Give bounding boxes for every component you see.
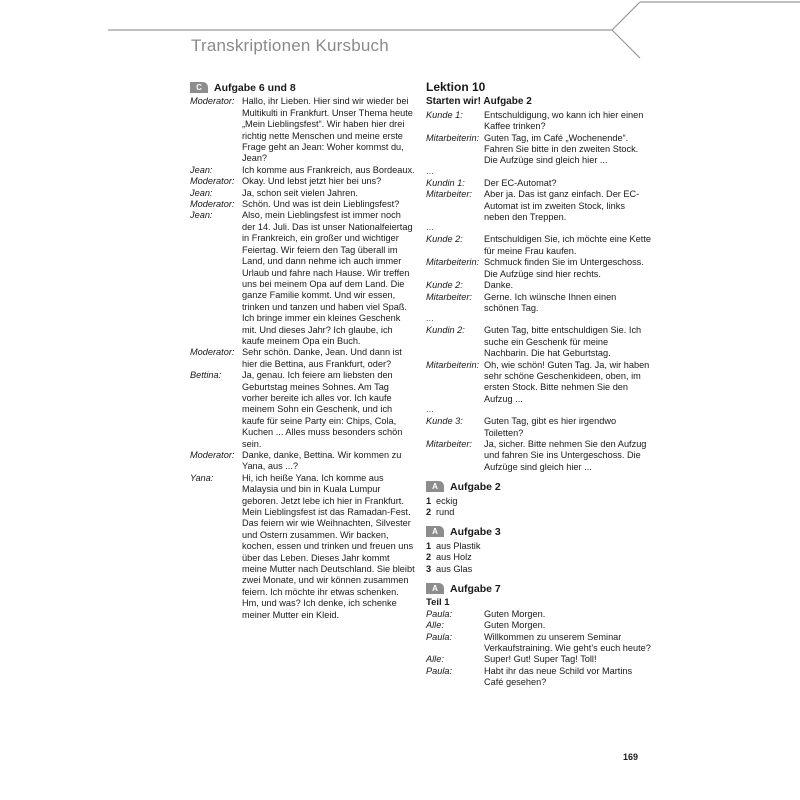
dialogue-line [426,654,652,665]
transcript-aufgabe-7 [426,609,652,689]
line-text: Hi, ich heiße Yana. Ich komme aus Malaysia und bin in Kuala Lumpur geboren. Jetzt lebe ich hier in Frankfurt. Mein Lieblingsfest ist das Ramadan-Fest. Das feiern wir wie Weihnachten, Silvester und Ostern zusammen. Wir backen, kochen, essen und trinken und freuen uns über das Leben. Dieses Jahr kommt meine Mutter nach Deutschland. Sie bleibt zwei Monate, und wir können zusammen feiern. Ich möchte ihr etwas schenken. Hm, und was? Ich denke, ich schenke meiner Mutter ein Kleid. [242,472,415,620]
speaker-label: Moderator: [190,199,235,210]
item-text: aus Glas [436,563,473,574]
dialogue-line [426,189,652,223]
dialogue-line [426,620,652,631]
item-text: eckig [436,495,458,506]
list-item [426,496,652,507]
dialogue-line [190,450,415,473]
item-number: 2 [426,507,432,517]
list-item [426,507,652,518]
ellipsis-separator: ... [426,222,434,233]
dialogue-line [426,178,652,189]
item-number: 3 [426,563,432,574]
line-text: Aber ja. Das ist ganz einfach. Der EC-Automat ist im zweiten Stock, links neben den Treppen. [484,189,640,223]
speaker-label: Jean: [190,187,213,198]
transcript-left [190,96,415,621]
speaker-label: Mitarbeiter: [426,438,472,449]
speaker-label: Alle: [426,654,444,665]
line-text: Super! Gut! Super Tag! Toll! [484,654,597,665]
dialogue-line [190,199,415,210]
speaker-label: Mitarbeiterin: [426,359,480,370]
line-text: Ja, genau. Ich feiere am liebsten den Geburtstag meines Sohnes. Am Tag vorher bereite ich alles vor. Ich kaufe meinem Sohn ein Geschenk, und ich kaufe für seine Party ein: Chips, Cola, Kuchen ... Alles muss besonders schön sein. [242,370,403,449]
line-text: Willkommen zu unserem Seminar Verkaufstraining. Wie geht’s euch heute? [484,631,651,654]
dialogue-line [426,133,652,167]
dialogue-line [190,96,415,164]
header-corner-line [0,0,800,60]
dialogue-line [426,439,652,473]
dialogue-line [190,370,415,450]
dialogue-line [426,325,652,359]
line-text: Entschuldigen Sie, ich möchte eine Kette für meine Frau kaufen. [484,234,652,256]
line-text: Danke, danke, Bettina. Wir kommen zu Yana, aus ...? [242,450,402,472]
speaker-label: Moderator: [190,96,235,107]
section-heading-aufgabe-2: A Aufgabe 2 [426,481,652,493]
speaker-label: Jean: [190,164,213,175]
dialogue-line [426,416,652,439]
dialogue-line [426,632,652,655]
line-text: Entschuldigung, wo kann ich hier einen Kaffee trinken? [484,109,644,132]
dialogue-line [190,165,415,176]
section-heading-aufgabe-6-8: C Aufgabe 6 und 8 [190,82,415,94]
dialogue-line [190,210,415,347]
list-item [426,564,652,575]
line-text: Schön. Und was ist dein Lieblingsfest? [242,199,400,210]
dialogue-line [426,234,652,257]
item-number: 1 [426,495,432,506]
line-text: Guten Tag, bitte entschuldigen Sie. Ich suche ein Geschenk für meine Nachbarin. Die hat Geburtstag. [484,325,642,359]
dialogue-line [426,280,652,291]
line-text: Guten Tag, im Café „Wochenende“. Fahren Sie bitte in den zweiten Stock. Die Aufzüge sind gleich hier ... [484,132,639,166]
dialogue-line [426,292,652,315]
speaker-label: Paula: [426,608,453,619]
speaker-label: Kundin 2: [426,325,465,336]
list-item [426,541,652,552]
ellipsis-separator: ... [426,313,434,324]
speaker-label: Kunde 3: [426,416,463,427]
dialogue-line [190,176,415,187]
item-text: aus Holz [436,552,472,563]
transcript-dialogues [426,110,652,473]
right-column [426,82,652,689]
dialogue-line [426,360,652,406]
speaker-label: Paula: [426,631,453,642]
section-heading-aufgabe-3: A Aufgabe 3 [426,526,652,538]
speaker-label: Kundin 1: [426,177,465,188]
left-column [190,82,415,621]
line-text: Schmuck finden Sie im Untergeschoss. Die Aufzüge sind hier rechts. [484,257,644,279]
level-badge: C [190,82,208,93]
dialogue-line [190,347,415,370]
line-text: Habt ihr das neue Schild vor Martins Café gesehen? [484,665,633,688]
dialogue-line [190,473,415,621]
line-text: Also, mein Lieblingsfest ist immer noch der 14. Juli. Das ist unser Nationalfeiertag in Frankreich, ein großer und wichtiger Feiertag. Wir feiern den Tag überall im Land, und dann nehme ich auch immer Urlaub und fahre nach Hause. Wir treffen uns bei meinem Opa auf dem Land. Die ganze Familie kommt. Und wir essen, trinken und tanzen und haben viel Spaß. Ich bringe immer ein kleines Geschenk mit. Und dieses Jahr? Ich glaube, ich kaufe meinem Opa ein Buch. [242,210,413,346]
page-number: 169 [623,752,639,762]
speaker-label: Mitarbeiterin: [426,132,480,143]
speaker-label: Kunde 2: [426,234,463,245]
speaker-label: Alle: [426,620,444,631]
level-badge: A [426,526,444,537]
item-text: rund [436,507,455,517]
item-number: 2 [426,552,432,563]
line-text: Guten Morgen. [484,620,546,631]
line-text: Ja, sicher. Bitte nehmen Sie den Aufzug und fahren Sie ins Untergeschoss. Die Aufzüge sind gleich hier ... [484,438,647,472]
line-text: Okay. Und lebst jetzt hier bei uns? [242,176,382,187]
page-title: Transkriptionen Kursbuch [191,36,389,55]
speaker-label: Moderator: [190,450,235,460]
speaker-label: Moderator: [190,347,235,358]
speaker-label: Kunde 1: [426,109,463,120]
dialogue-line [190,188,415,199]
speaker-label: Paula: [426,665,453,676]
line-text: Ich komme aus Frankreich, aus Bordeaux. [242,164,415,175]
item-number: 1 [426,540,432,551]
level-badge: A [426,481,444,492]
speaker-label: Mitarbeiterin: [426,257,480,268]
ellipsis-separator: ... [426,165,434,176]
list-item [426,552,652,563]
subheading-starten-wir: Starten wir! Aufgabe 2 [426,96,532,108]
speaker-label: Kunde 2: [426,280,463,291]
dialogue-line [426,257,652,280]
line-text: Sehr schön. Danke, Jean. Und dann ist hier die Bettina, aus Frankfurt, oder? [242,347,402,369]
speaker-label: Yana: [190,472,214,483]
line-text: Danke. [484,280,514,291]
line-text: Guten Tag, gibt es hier irgendwo Toiletten? [484,416,617,438]
item-text: aus Plastik [436,540,481,551]
dialogue-line [426,609,652,620]
section-heading-aufgabe-7: A Aufgabe 7 [426,583,652,595]
ellipsis-separator: ... [426,404,434,415]
line-text: Der EC-Automat? [484,177,557,188]
speaker-label: Moderator: [190,176,235,187]
answer-list-aufgabe-3 [426,541,652,575]
line-text: Oh, wie schön! Guten Tag. Ja, wir haben sehr schöne Geschenkideen, oben, im ersten Stock. Bitte nehmen Sie den Aufzug ... [484,359,650,404]
dialogue-line [426,666,652,689]
line-text: Gerne. Ich wünsche Ihnen einen schönen Tag. [484,291,617,313]
speaker-label: Mitarbeiter: [426,291,472,302]
line-text: Hallo, ihr Lieben. Hier sind wir wieder bei Multikulti in Frankfurt. Unser Thema heute „Mein Lieblingsfest“. Wir haben hier drei richtig nette Menschen und meine erste Frage geht an Jean: Woher kommst du, Jean? [242,96,413,164]
answer-list-aufgabe-2 [426,496,652,519]
part-label: Teil 1 [426,597,450,609]
speaker-label: Jean: [190,210,213,221]
line-text: Ja, schon seit vielen Jahren. [242,187,358,198]
dialogue-line [426,110,652,133]
level-badge: A [426,583,444,594]
speaker-label: Bettina: [190,370,222,381]
lesson-heading: Lektion 10 [426,80,486,94]
speaker-label: Mitarbeiter: [426,189,472,200]
line-text: Guten Morgen. [484,608,546,619]
